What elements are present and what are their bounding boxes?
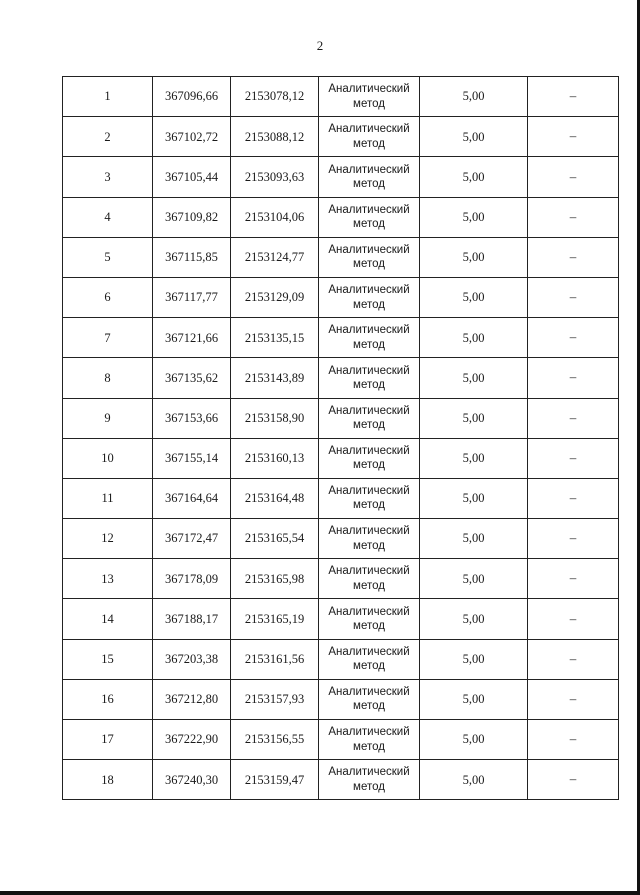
accuracy-cell: 5,00	[420, 679, 528, 719]
method-cell: Аналитический метод	[319, 720, 420, 760]
accuracy-cell: 5,00	[420, 237, 528, 277]
note-cell: –	[528, 559, 619, 599]
point-number-cell: 10	[63, 438, 153, 478]
accuracy-cell: 5,00	[420, 559, 528, 599]
y-coordinate-cell: 2153164,48	[231, 478, 319, 518]
table-row	[63, 478, 619, 518]
accuracy-cell: 5,00	[420, 117, 528, 157]
note-cell: –	[528, 519, 619, 559]
method-cell: Аналитический метод	[319, 519, 420, 559]
table-row	[63, 639, 619, 679]
point-number-cell: 7	[63, 318, 153, 358]
accuracy-cell: 5,00	[420, 599, 528, 639]
y-coordinate-cell: 2153165,98	[231, 559, 319, 599]
point-number-cell: 13	[63, 559, 153, 599]
point-number-cell: 4	[63, 197, 153, 237]
table-body	[63, 77, 619, 800]
method-cell: Аналитический метод	[319, 77, 420, 117]
point-number-cell: 5	[63, 237, 153, 277]
x-coordinate-cell: 367155,14	[153, 438, 231, 478]
x-coordinate-cell: 367172,47	[153, 519, 231, 559]
accuracy-cell: 5,00	[420, 358, 528, 398]
x-coordinate-cell: 367240,30	[153, 760, 231, 800]
point-number-cell: 18	[63, 760, 153, 800]
y-coordinate-cell: 2153156,55	[231, 720, 319, 760]
point-number-cell: 9	[63, 398, 153, 438]
table-row	[63, 599, 619, 639]
y-coordinate-cell: 2153104,06	[231, 197, 319, 237]
accuracy-cell: 5,00	[420, 639, 528, 679]
point-number-cell: 16	[63, 679, 153, 719]
method-cell: Аналитический метод	[319, 760, 420, 800]
table-row	[63, 157, 619, 197]
note-cell: –	[528, 277, 619, 317]
point-number-cell: 3	[63, 157, 153, 197]
method-cell: Аналитический метод	[319, 679, 420, 719]
table-row	[63, 519, 619, 559]
note-cell: –	[528, 639, 619, 679]
note-cell: –	[528, 117, 619, 157]
note-cell: –	[528, 679, 619, 719]
x-coordinate-cell: 367203,38	[153, 639, 231, 679]
x-coordinate-cell: 367153,66	[153, 398, 231, 438]
note-cell: –	[528, 478, 619, 518]
accuracy-cell: 5,00	[420, 318, 528, 358]
table-row	[63, 720, 619, 760]
table-row	[63, 77, 619, 117]
note-cell: –	[528, 237, 619, 277]
table-row	[63, 117, 619, 157]
note-cell: –	[528, 398, 619, 438]
table-row	[63, 277, 619, 317]
point-number-cell: 11	[63, 478, 153, 518]
note-cell: –	[528, 197, 619, 237]
method-cell: Аналитический метод	[319, 358, 420, 398]
accuracy-cell: 5,00	[420, 438, 528, 478]
x-coordinate-cell: 367109,82	[153, 197, 231, 237]
method-cell: Аналитический метод	[319, 197, 420, 237]
accuracy-cell: 5,00	[420, 519, 528, 559]
table-row	[63, 398, 619, 438]
point-number-cell: 15	[63, 639, 153, 679]
note-cell: –	[528, 77, 619, 117]
point-number-cell: 12	[63, 519, 153, 559]
accuracy-cell: 5,00	[420, 277, 528, 317]
point-number-cell: 17	[63, 720, 153, 760]
y-coordinate-cell: 2153129,09	[231, 277, 319, 317]
y-coordinate-cell: 2153078,12	[231, 77, 319, 117]
x-coordinate-cell: 367188,17	[153, 599, 231, 639]
coordinates-table	[62, 76, 619, 800]
table-row	[63, 438, 619, 478]
y-coordinate-cell: 2153093,63	[231, 157, 319, 197]
note-cell: –	[528, 157, 619, 197]
x-coordinate-cell: 367102,72	[153, 117, 231, 157]
y-coordinate-cell: 2153160,13	[231, 438, 319, 478]
x-coordinate-cell: 367121,66	[153, 318, 231, 358]
accuracy-cell: 5,00	[420, 398, 528, 438]
note-cell: –	[528, 720, 619, 760]
table-row	[63, 679, 619, 719]
note-cell: –	[528, 358, 619, 398]
method-cell: Аналитический метод	[319, 277, 420, 317]
method-cell: Аналитический метод	[319, 237, 420, 277]
method-cell: Аналитический метод	[319, 157, 420, 197]
y-coordinate-cell: 2153124,77	[231, 237, 319, 277]
method-cell: Аналитический метод	[319, 599, 420, 639]
method-cell: Аналитический метод	[319, 478, 420, 518]
y-coordinate-cell: 2153165,54	[231, 519, 319, 559]
point-number-cell: 14	[63, 599, 153, 639]
accuracy-cell: 5,00	[420, 157, 528, 197]
y-coordinate-cell: 2153088,12	[231, 117, 319, 157]
x-coordinate-cell: 367117,77	[153, 277, 231, 317]
y-coordinate-cell: 2153143,89	[231, 358, 319, 398]
x-coordinate-cell: 367135,62	[153, 358, 231, 398]
y-coordinate-cell: 2153135,15	[231, 318, 319, 358]
x-coordinate-cell: 367178,09	[153, 559, 231, 599]
method-cell: Аналитический метод	[319, 318, 420, 358]
method-cell: Аналитический метод	[319, 398, 420, 438]
y-coordinate-cell: 2153159,47	[231, 760, 319, 800]
scan-edge-bottom	[0, 891, 640, 895]
accuracy-cell: 5,00	[420, 760, 528, 800]
table-row	[63, 318, 619, 358]
x-coordinate-cell: 367212,80	[153, 679, 231, 719]
accuracy-cell: 5,00	[420, 197, 528, 237]
table-row	[63, 559, 619, 599]
table-row	[63, 197, 619, 237]
accuracy-cell: 5,00	[420, 77, 528, 117]
method-cell: Аналитический метод	[319, 117, 420, 157]
point-number-cell: 6	[63, 277, 153, 317]
table-row	[63, 760, 619, 800]
accuracy-cell: 5,00	[420, 478, 528, 518]
accuracy-cell: 5,00	[420, 720, 528, 760]
x-coordinate-cell: 367222,90	[153, 720, 231, 760]
note-cell: –	[528, 599, 619, 639]
point-number-cell: 2	[63, 117, 153, 157]
x-coordinate-cell: 367096,66	[153, 77, 231, 117]
point-number-cell: 8	[63, 358, 153, 398]
x-coordinate-cell: 367164,64	[153, 478, 231, 518]
note-cell: –	[528, 438, 619, 478]
table-row	[63, 237, 619, 277]
table-row	[63, 358, 619, 398]
method-cell: Аналитический метод	[319, 639, 420, 679]
y-coordinate-cell: 2153165,19	[231, 599, 319, 639]
y-coordinate-cell: 2153161,56	[231, 639, 319, 679]
x-coordinate-cell: 367115,85	[153, 237, 231, 277]
method-cell: Аналитический метод	[319, 559, 420, 599]
method-cell: Аналитический метод	[319, 438, 420, 478]
note-cell: –	[528, 318, 619, 358]
x-coordinate-cell: 367105,44	[153, 157, 231, 197]
y-coordinate-cell: 2153157,93	[231, 679, 319, 719]
point-number-cell: 1	[63, 77, 153, 117]
note-cell: –	[528, 760, 619, 800]
y-coordinate-cell: 2153158,90	[231, 398, 319, 438]
page-number: 2	[316, 38, 324, 53]
